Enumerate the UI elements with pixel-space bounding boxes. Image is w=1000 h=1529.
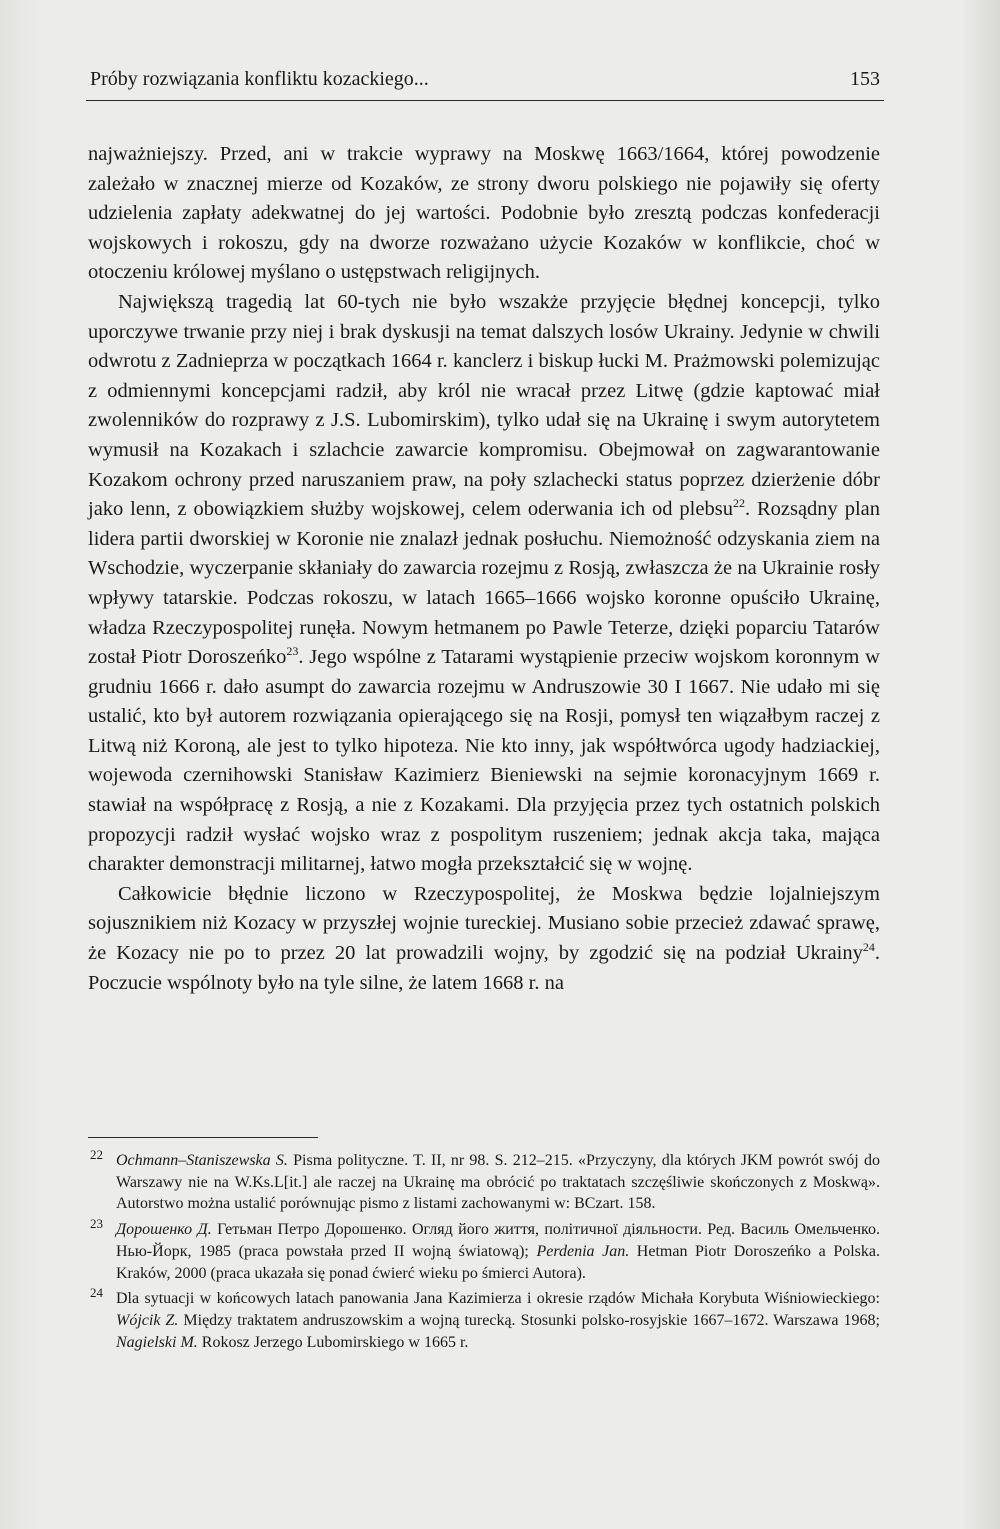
- footnote-number: 24: [90, 1285, 103, 1301]
- footnote-divider: [88, 1137, 318, 1138]
- footnotes: [88, 1147, 880, 1357]
- footnote-number: 22: [90, 1147, 103, 1162]
- paragraph-2: [88, 288, 880, 880]
- paragraph-2-text-b: . Rozsądny plan lidera partii dworskiej w Koronie nie znalazł jednak posłuchu. Niemożność odzyskania ziem na Wschodzie, wyczerpanie skłaniały do zawarcia rozejmu z Rosją, zwłaszcza że na Ukrainie rosły wpływy tatarskie. Podczas rokoszu, w latach 1665–1666 wojsko koronne opuściło Ukrainę, władza Rzeczypospolitej runęła. Nowym hetmanem po Pawle Teterze, dzięki poparciu Tatarów został Piotr Doroszeńko: [88, 498, 880, 669]
- footnote-text-2: Rokosz Jerzego Lubomirskiego w 1665 r.: [197, 1333, 469, 1351]
- footnote-24: [88, 1285, 880, 1353]
- page-number: 153: [850, 68, 880, 90]
- paragraph-3-text-b: . Poczucie wspólnoty było na tyle silne, że latem 1668 r. na: [88, 942, 880, 994]
- footnote-author: Дорошенко Д.: [116, 1221, 212, 1239]
- footnote-text: Гетьман Петро Дорошенко. Огляд його життя, політичної діяльности. Ред. Василь Омельченко. Нью-Йорк, 1985 (praca powstała przed II wojną światową);: [116, 1221, 880, 1260]
- paragraph-2-text-a: Największą tragedią lat 60-tych nie było wszakże przyjęcie błędnej koncepcji, tylko uporczywe trwanie przy niej i brak dyskusji na temat dalszych losów Ukrainy. Jedynie w chwili odwrotu z Zadnieprza w początkach 1664 r. kanclerz i biskup łucki M. Prażmowski polemizując z odmiennymi koncepcjami radził, aby król nie wracał przez Litwę (gdzie kaptować miał zwolenników do rozprawy z J.S. Lubomirskim), tylko udał się na Ukrainę i swym autorytetem wymusił na Kozakach i szlachcie zawarcie kompromisu. Obejmował on zagwarantowanie Kozakom ochrony przed naruszaniem praw, na poły szlachecki status poprzez dzierżenie dóbr jako lenn, z obowiązkiem służby wojskowej, celem oderwania ich od plebsu: [88, 290, 880, 521]
- footnote-text: Między traktatem andruszowskim a wojną turecką. Stosunki polsko-rosyjskie 1667–1672. Warszawa 1968;: [178, 1311, 880, 1329]
- footnote-text-2: Hetman Piotr Doroszeńko a Polska. Kraków, 2000 (praca ukazała się ponad ćwierć wieku po śmierci Autora).: [116, 1242, 880, 1282]
- main-text: [88, 140, 880, 998]
- footnote-ref-24[interactable]: 24: [862, 940, 875, 955]
- footnote-number: 23: [90, 1216, 103, 1232]
- footnote-ref-22[interactable]: 22: [732, 496, 745, 511]
- footnote-ref-23[interactable]: 23: [286, 644, 299, 659]
- paragraph-1: [88, 140, 880, 288]
- footnote-22: [88, 1147, 880, 1215]
- footnote-text: Pisma polityczne. T. II, nr 98. S. 212–215. «Przyczyny, dla których JKM powrót swój do Warszawy nie na W.Ks.L[it.] ale raczej na Ukrainę ma obrócić po traktatach szczęśliwie skończonych z Moskwą». Autorstwo można ustalić porównując pismo z listami zachowanymi w: BCzart. 158.: [116, 1152, 880, 1213]
- footnote-text-pre: Dla sytuacji w końcowych latach panowania Jana Kazimierza i okresie rządów Michała Korybuta Wiśniowieckiego:: [116, 1290, 880, 1308]
- footnote-author: Ochmann–Staniszewska S.: [116, 1152, 288, 1169]
- footnote-author-2: Perdenia Jan.: [536, 1242, 630, 1260]
- running-header: [86, 66, 884, 101]
- footnote-author: Wójcik Z.: [116, 1311, 179, 1329]
- paragraph-3: [88, 880, 880, 998]
- paragraph-2-text-c: . Jego wspólne z Tatarami wystąpienie przeciw wojskom koronnym w grudniu 1666 r. dało asumpt do zawarcia rozejmu w Andruszowie 30 I 1667. Nie udało mi się ustalić, kto był autorem rozwiązania opierającego się na Rosji, pomysł ten wiązałbym raczej z Litwą niż Koroną, ale jest to tylko hipoteza. Nie kto inny, jak współtwórca ugody hadziackiej, wojewoda czernihowski Stanisław Kazimierz Bieniewski na sejmie koronacyjnym 1669 r. stawiał na współpracę z Rosją, a nie z Kozakami. Dla przyjęcia przez tych ostatnich polskich propozycji radził wysłać wojsko wraz z pospolitym ruszeniem; jednak akcja taka, mająca charakter demonstracji militarnej, łatwo mogła przekształcić się w wojnę.: [88, 646, 880, 876]
- paragraph-1-text: najważniejszy. Przed, ani w trakcie wyprawy na Moskwę 1663/1664, której powodzenie zależało w znacznej mierze od Kozaków, ze strony dworu polskiego nie pojawiły się oferty udzielenia zapłaty adekwatnej do jej wartości. Podobnie było zresztą podczas konfederacji wojskowych i rokoszu, gdy na dworze rozważano użycie Kozaków w konflikcie, choć w otoczeniu królowej myślano o ustępstwach religijnych.: [88, 143, 880, 284]
- running-title: Próby rozwiązania konfliktu kozackiego...: [90, 68, 429, 90]
- footnote-23: [88, 1216, 880, 1284]
- paragraph-3-text-a: Całkowicie błędnie liczono w Rzeczypospolitej, że Moskwa będzie lojalniejszym sojusznikiem niż Kozacy w przyszłej wojnie tureckiej. Musiano sobie przecież zdawać sprawę, że Kozacy nie po to przez 20 lat prowadzili wojny, by zgodzić się na podział Ukrainy: [88, 882, 880, 965]
- footnote-author-2: Nagielski M.: [116, 1333, 198, 1351]
